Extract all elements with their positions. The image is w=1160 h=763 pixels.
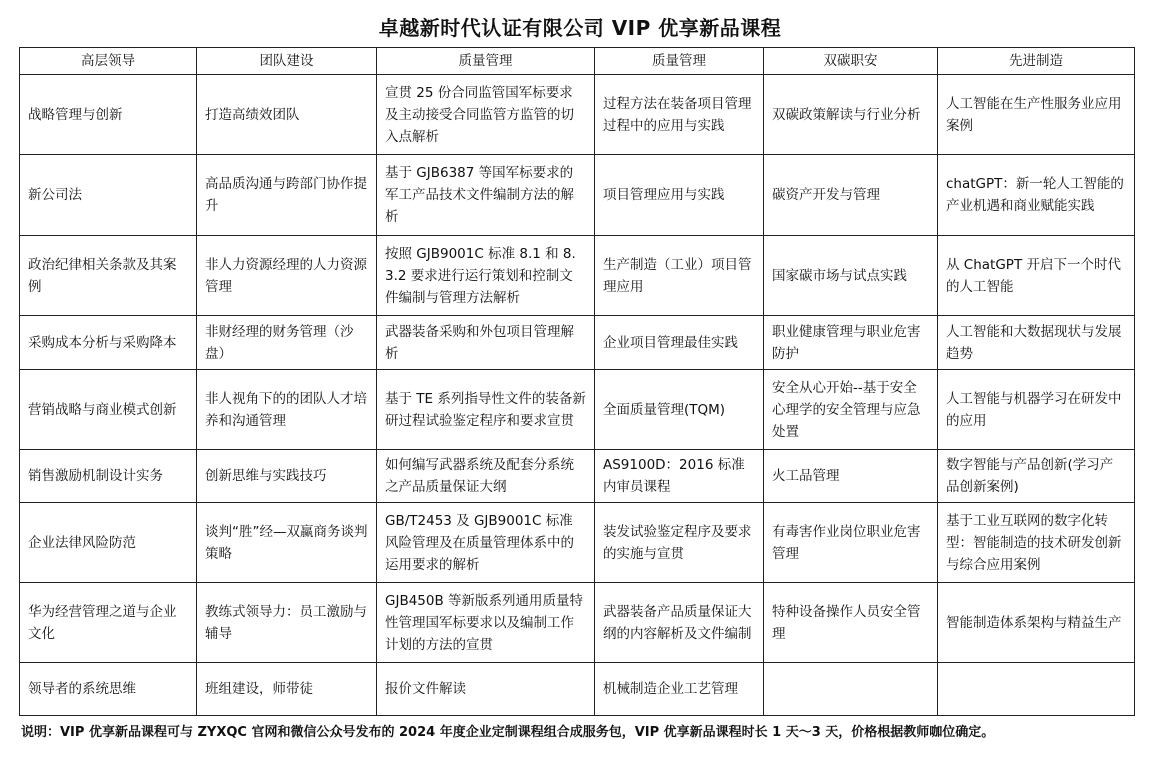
table-cell: 从 ChatGPT 开启下一个时代的人工智能 xyxy=(938,236,1135,316)
table-cell: 宣贯 25 份合同监管国军标要求及主动接受合同监管方监管的切入点解析 xyxy=(377,75,595,155)
table-row xyxy=(20,503,1135,583)
table-row xyxy=(20,155,1135,236)
table-cell: 特种设备操作人员安全管理 xyxy=(764,583,938,663)
table-cell: 教练式领导力：员工激励与辅导 xyxy=(197,583,377,663)
table-cell: 创新思维与实践技巧 xyxy=(197,450,377,503)
table-cell: 采购成本分析与采购降本 xyxy=(20,316,197,370)
table-cell: 国家碳市场与试点实践 xyxy=(764,236,938,316)
table-cell: 安全从心开始--基于安全心理学的安全管理与应急处置 xyxy=(764,370,938,450)
table-row xyxy=(20,370,1135,450)
table-cell: 如何编写武器系统及配套分系统之产品质量保证大纲 xyxy=(377,450,595,503)
table-cell: 新公司法 xyxy=(20,155,197,236)
table-cell: 按照 GJB9001C 标准 8.1 和 8.3.2 要求进行运行策划和控制文件编制与管理方法解析 xyxy=(377,236,595,316)
table-cell: 项目管理应用与实践 xyxy=(595,155,764,236)
table-cell: 企业项目管理最佳实践 xyxy=(595,316,764,370)
table-cell: 过程方法在装备项目管理过程中的应用与实践 xyxy=(595,75,764,155)
table-cell: 领导者的系统思维 xyxy=(20,663,197,716)
table-row xyxy=(20,236,1135,316)
table-cell: 机械制造企业工艺管理 xyxy=(595,663,764,716)
table-cell: 高品质沟通与跨部门协作提升 xyxy=(197,155,377,236)
table-cell: 武器装备产品质量保证大纲的内容解析及文件编制 xyxy=(595,583,764,663)
table-cell: 销售激励机制设计实务 xyxy=(20,450,197,503)
table-cell: 数字智能与产品创新(学习产品创新案例) xyxy=(938,450,1135,503)
course-table xyxy=(19,47,1135,716)
table-cell: 非人视角下的的团队人才培养和沟通管理 xyxy=(197,370,377,450)
table-cell: 基于工业互联网的数字化转型：智能制造的技术研发创新与综合应用案例 xyxy=(938,503,1135,583)
table-cell xyxy=(764,663,938,716)
table-cell: 职业健康管理与职业危害防护 xyxy=(764,316,938,370)
table-cell: 战略管理与创新 xyxy=(20,75,197,155)
table-cell: 装发试验鉴定程序及要求的实施与宣贯 xyxy=(595,503,764,583)
column-header-dual-carbon-safety: 双碳职安 xyxy=(764,48,938,75)
table-cell: 班组建设，师带徒 xyxy=(197,663,377,716)
table-cell xyxy=(938,663,1135,716)
column-header-advanced-manufacturing: 先进制造 xyxy=(938,48,1135,75)
table-cell: 报价文件解读 xyxy=(377,663,595,716)
table-cell: 双碳政策解读与行业分析 xyxy=(764,75,938,155)
table-cell: 生产制造（工业）项目管理应用 xyxy=(595,236,764,316)
table-cell: 非人力资源经理的人力资源管理 xyxy=(197,236,377,316)
footnote: 说明：VIP 优享新品课程可与 ZYXQC 官网和微信公众号发布的 2024 年度企业定制课程组合成服务包，VIP 优享新品课程时长 1 天～3 天，价格根据教师咖位确定。 xyxy=(21,725,995,740)
table-cell: 打造高绩效团队 xyxy=(197,75,377,155)
table-cell: 企业法律风险防范 xyxy=(20,503,197,583)
table-row xyxy=(20,450,1135,503)
table-cell: 人工智能和大数据现状与发展趋势 xyxy=(938,316,1135,370)
column-header-quality-management-2: 质量管理 xyxy=(595,48,764,75)
table-cell: 全面质量管理(TQM) xyxy=(595,370,764,450)
table-cell: AS9100D：2016 标准内审员课程 xyxy=(595,450,764,503)
table-cell: 有毒害作业岗位职业危害管理 xyxy=(764,503,938,583)
table-cell: GJB450B 等新版系列通用质量特性管理国军标要求以及编制工作计划的方法的宣贯 xyxy=(377,583,595,663)
table-cell: 谈判“胜”经—双赢商务谈判策略 xyxy=(197,503,377,583)
page-title: 卓越新时代认证有限公司 VIP 优享新品课程 xyxy=(378,16,782,40)
table-row xyxy=(20,663,1135,716)
table-cell: GB/T2453 及 GJB9001C 标准风险管理及在质量管理体系中的运用要求的解析 xyxy=(377,503,595,583)
column-header-team-building: 团队建设 xyxy=(197,48,377,75)
table-header-row xyxy=(20,48,1135,75)
table-cell: 智能制造体系架构与精益生产 xyxy=(938,583,1135,663)
table-cell: 人工智能在生产性服务业应用案例 xyxy=(938,75,1135,155)
table-cell: 基于 TE 系列指导性文件的装备新研过程试验鉴定程序和要求宣贯 xyxy=(377,370,595,450)
table-cell: 人工智能与机器学习在研发中的应用 xyxy=(938,370,1135,450)
table-cell: 碳资产开发与管理 xyxy=(764,155,938,236)
table-cell: 华为经营管理之道与企业文化 xyxy=(20,583,197,663)
column-header-quality-management-1: 质量管理 xyxy=(377,48,595,75)
table-cell: 政治纪律相关条款及其案例 xyxy=(20,236,197,316)
table-row xyxy=(20,583,1135,663)
table-cell: 武器装备采购和外包项目管理解析 xyxy=(377,316,595,370)
table-cell: chatGPT：新一轮人工智能的产业机遇和商业赋能实践 xyxy=(938,155,1135,236)
table-cell: 非财经理的财务管理（沙盘） xyxy=(197,316,377,370)
column-header-senior-leadership: 高层领导 xyxy=(20,48,197,75)
table-cell: 基于 GJB6387 等国军标要求的军工产品技术文件编制方法的解析 xyxy=(377,155,595,236)
table-cell: 营销战略与商业模式创新 xyxy=(20,370,197,450)
table-cell: 火工品管理 xyxy=(764,450,938,503)
table-row xyxy=(20,75,1135,155)
table-row xyxy=(20,316,1135,370)
